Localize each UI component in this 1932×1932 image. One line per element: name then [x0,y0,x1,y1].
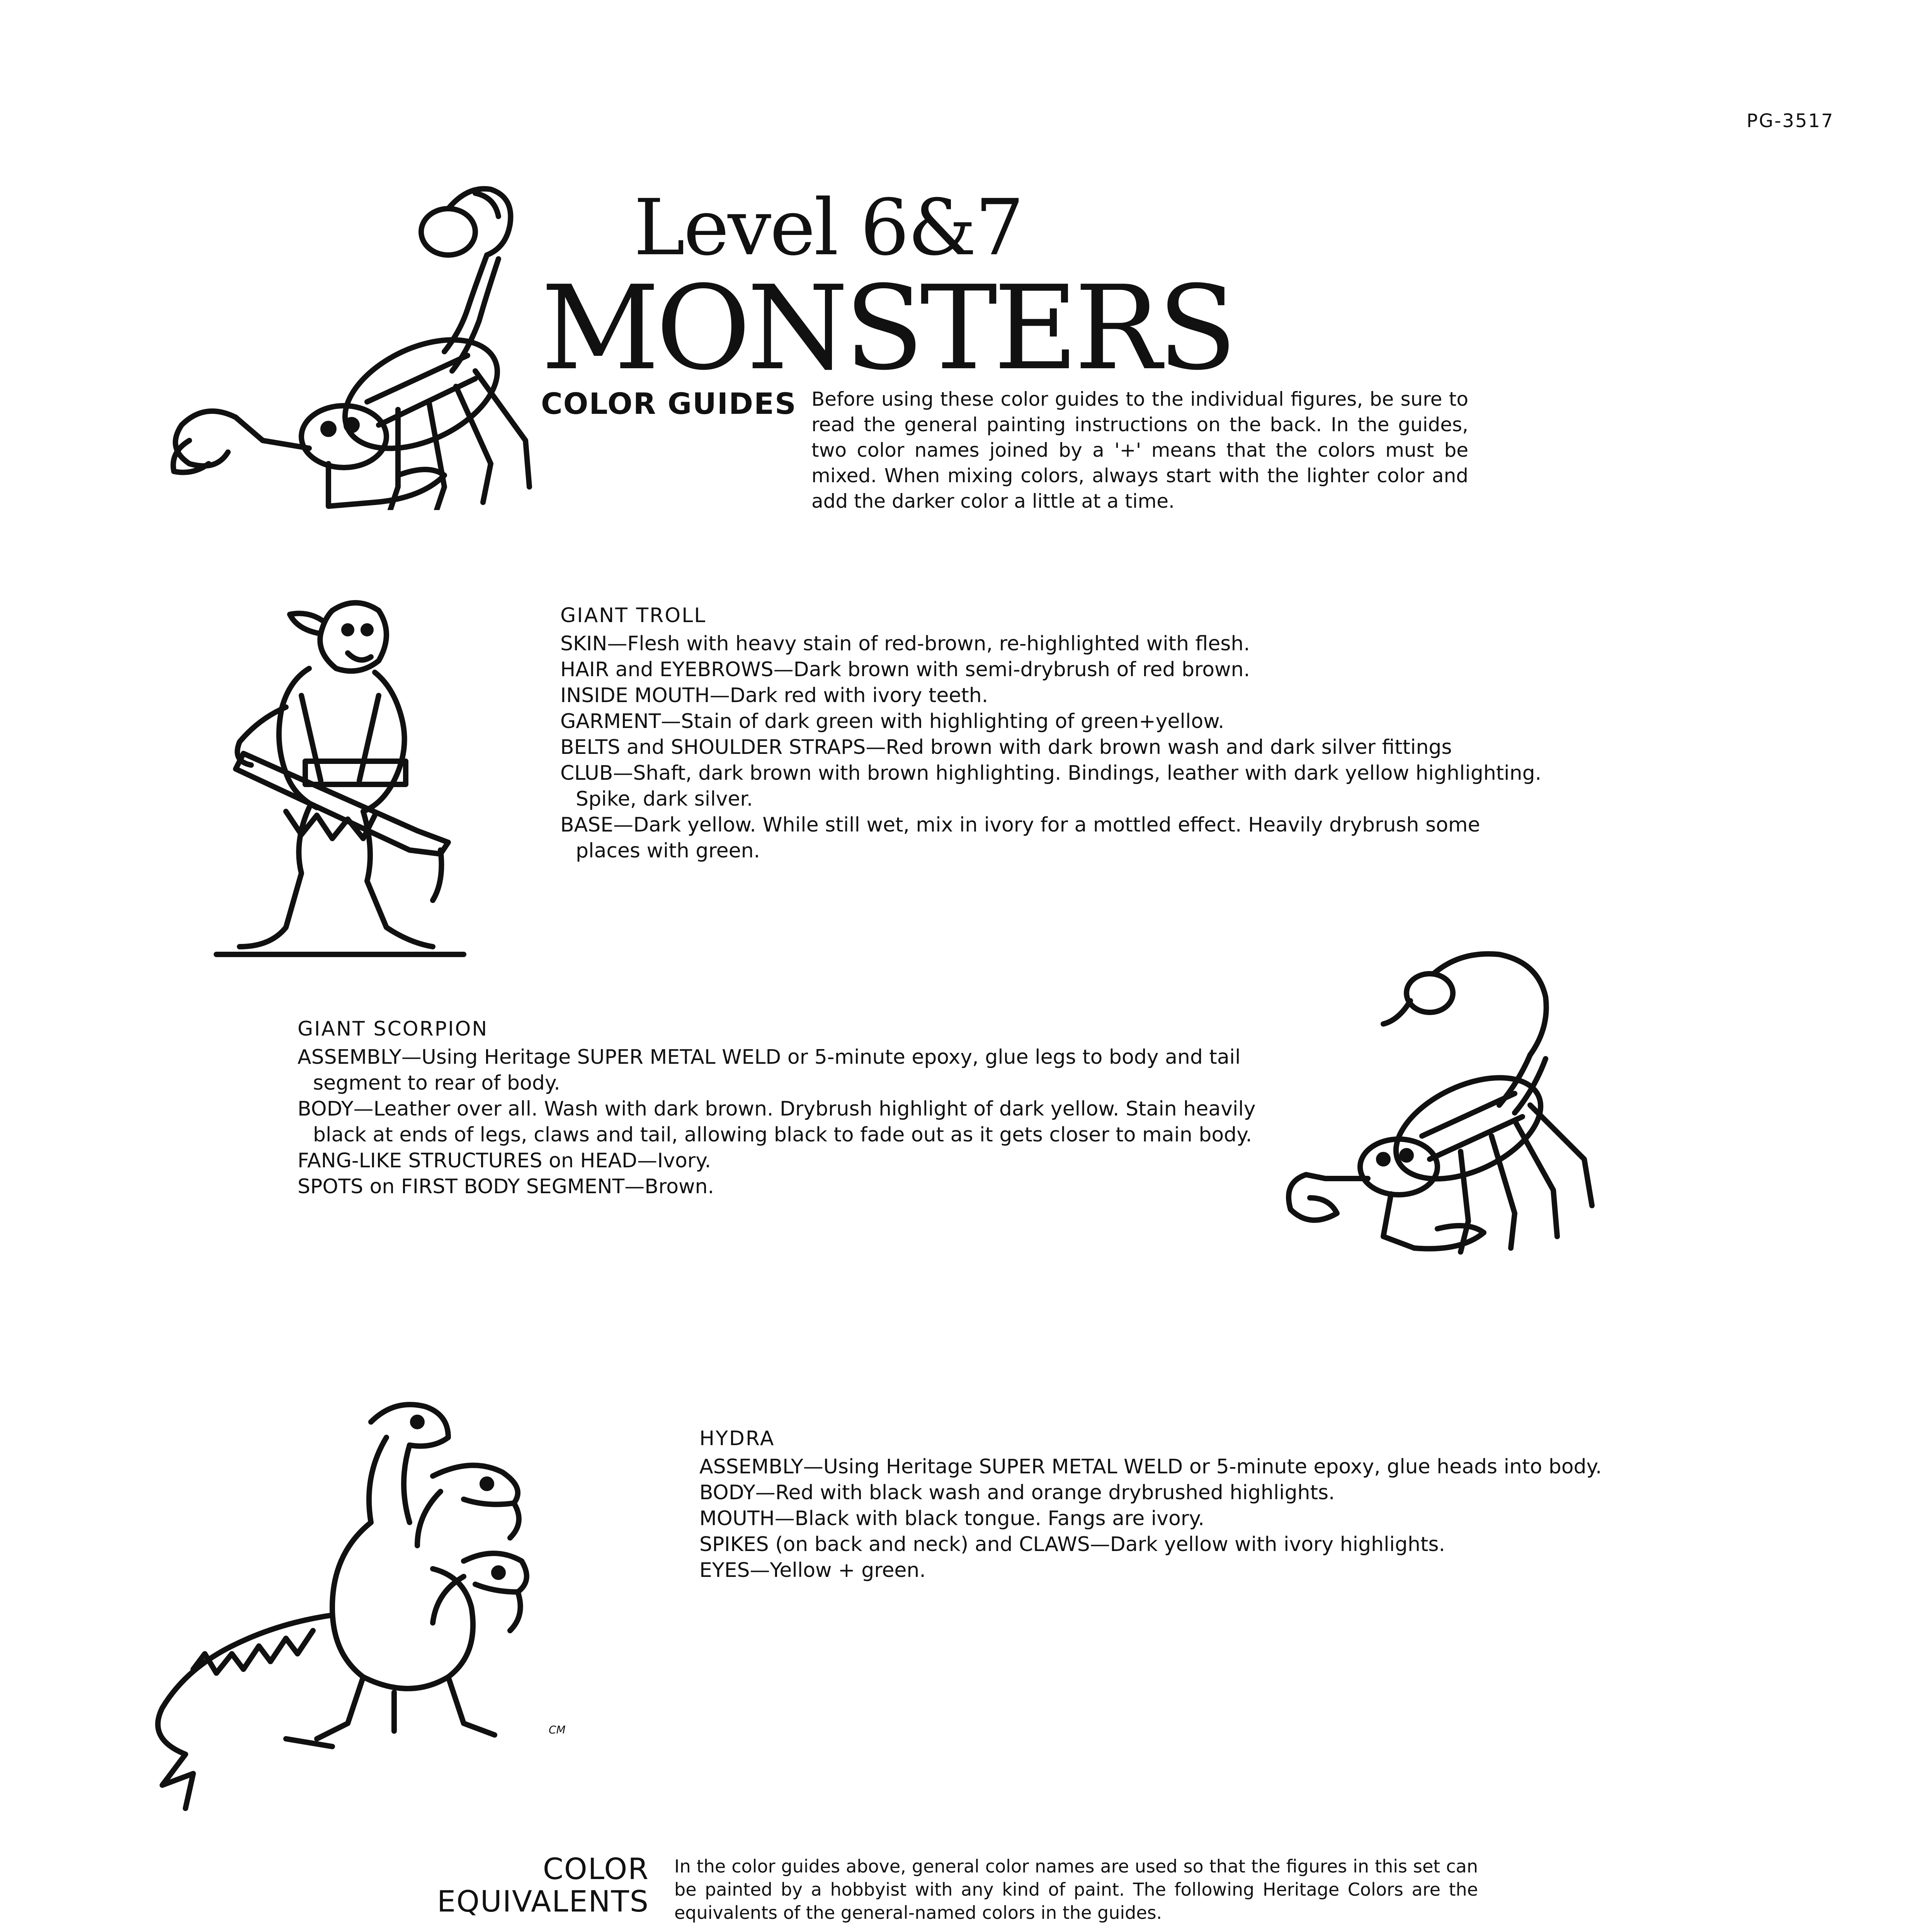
troll-title: GIANT TROLL [560,604,707,627]
troll-line: SKIN—Flesh with heavy stain of red-brown, re-highlighted with flesh. [560,632,1250,655]
scorpion-line: BODY—Leather over all. Wash with dark brown. Drybrush highlight of dark yellow. Stain heavily black at ends of legs, claws and tail, allowing black to fade out as it gets closer to main body. [298,1097,1256,1146]
hydra-line: ASSEMBLY—Using Heritage SUPER METAL WELD or 5-minute epoxy, glue heads into body. [699,1455,1602,1478]
hydra-line: MOUTH—Black with black tongue. Fangs are ivory. [699,1507,1205,1530]
color-guides-label: COLOR GUIDES [541,386,797,421]
troll-line: GARMENT—Stain of dark green with highlighting of green+yellow. [560,710,1225,733]
hydra-line: BODY—Red with black wash and orange drybrushed highlights. [699,1481,1335,1504]
troll-section [560,603,1549,864]
artist-mark: CM [549,1723,566,1736]
scorpion-title: GIANT SCORPION [298,1017,488,1041]
hydra-line: EYES—Yellow + green. [699,1559,926,1582]
troll-line: HAIR and EYEBROWS—Dark brown with semi-drybrush of red brown. [560,658,1250,681]
page-code: PG-3517 [1747,110,1834,132]
scorpion-line: ASSEMBLY—Using Heritage SUPER METAL WELD or 5-minute epoxy, glue legs to body and tail segment to rear of body. [298,1046,1241,1095]
color-equivalents-text: In the color guides above, general color names are used so that the figures in this set can be painted by a hobbyist with any kind of paint. The following Heritage Colors are the equivalents of the general-named colors in the guides. [674,1856,1478,1923]
color-equivalents-heading [386,1853,649,1918]
scorpion-illustration-top [128,170,545,510]
title-monsters: MONSTERS [541,261,1233,396]
hydra-line: SPIKES (on back and neck) and CLAWS—Dark yellow with ivory highlights. [699,1533,1445,1556]
hydra-title: HYDRA [699,1427,775,1450]
scorpion-illustration-right [1283,943,1600,1260]
color-equivalents-heading-line1: COLOR [543,1852,649,1886]
troll-line: BELTS and SHOULDER STRAPS—Red brown with dark brown wash and dark silver fittings [560,736,1452,759]
title-level: Level 6&7 [634,183,1023,273]
hydra-illustration [116,1376,688,1832]
troll-illustration [193,580,479,958]
scorpion-line: SPOTS on FIRST BODY SEGMENT—Brown. [298,1175,714,1198]
color-equivalents-heading-line2: EQUIVALENTS [437,1884,649,1918]
troll-line: BASE—Dark yellow. While still wet, mix in ivory for a mottled effect. Heavily drybrush some places with green. [560,813,1480,862]
hydra-section [699,1426,1627,1583]
scorpion-line: FANG-LIKE STRUCTURES on HEAD—Ivory. [298,1149,711,1172]
scorpion-section [298,1016,1310,1200]
intro-paragraph: Before using these color guides to the individual figures, be sure to read the general painting instructions on the back. In the guides, two color names joined by a '+' means that the colors must be mixed. When mixing colors, always start with the lighter color and add the darker color a little at a time. [811,388,1468,512]
troll-line: INSIDE MOUTH—Dark red with ivory teeth. [560,684,988,707]
troll-line: CLUB—Shaft, dark brown with brown highlighting. Bindings, leather with dark yellow highlighting. Spike, dark silver. [560,762,1542,811]
